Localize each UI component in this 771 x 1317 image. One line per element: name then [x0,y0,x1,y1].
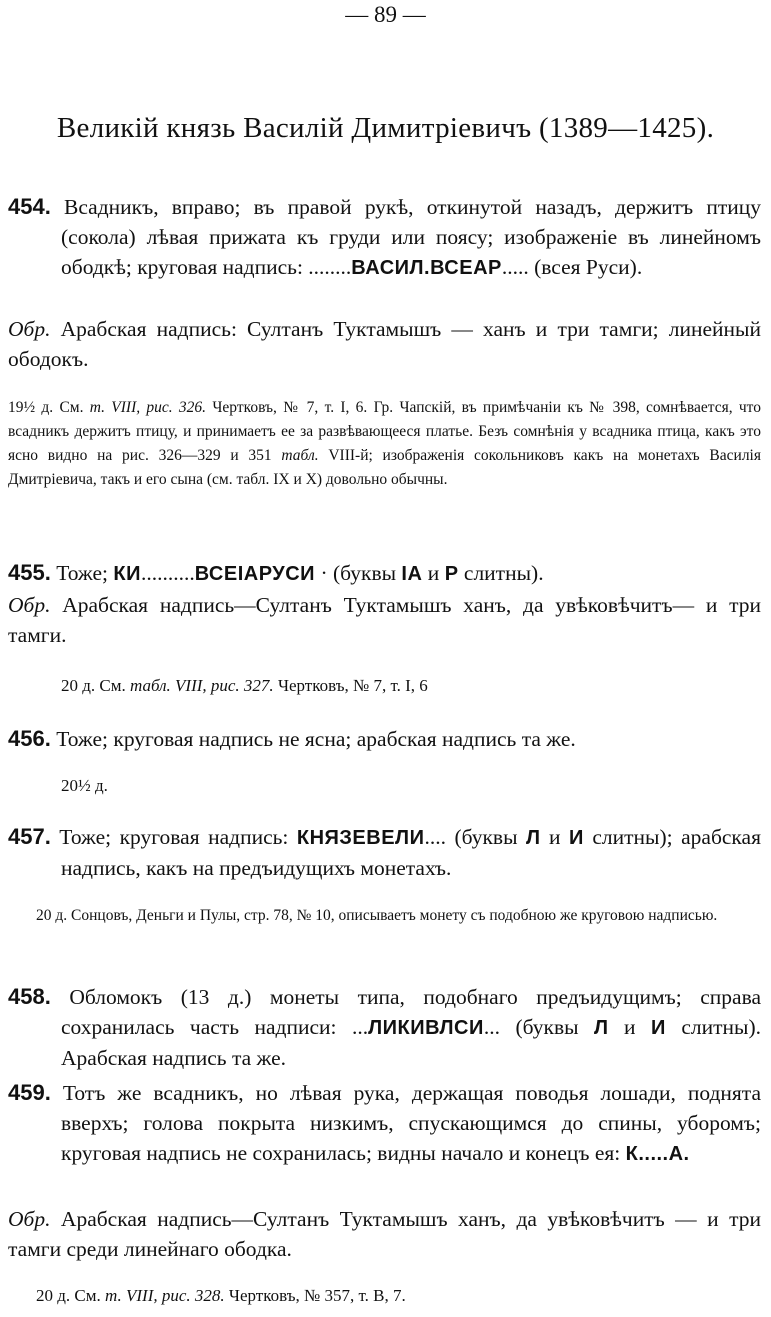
ligature: Р [444,563,459,585]
coin-legend: ВСЕІАРУСИ [194,563,316,585]
obverse-label: Обр. [8,1207,51,1231]
note-457: 20 д. Сонцовъ, Деньги и Пулы, стр. 78, № 10, описываетъ монету съ подобною же круговою надписью. [36,907,718,924]
note-455: 20 д. См. табл. VIII, рис. 327. Чертковъ, № 7, т. I, 6 [61,676,428,695]
obverse-459: Обр. Арабская надпись—Султанъ Туктамышъ ханъ, да увѣковѣчитъ — и три тамги среди линейнаго ободка. [8,1207,761,1261]
obverse-455: Обр. Арабская надпись—Султанъ Туктамышъ ханъ, да увѣковѣчитъ— и три тамги. [8,593,761,647]
entry-number: 454. [8,194,51,219]
ligature: И [569,827,584,849]
entry-number: 456. [8,726,51,751]
coin-legend: К.....А. [625,1143,690,1165]
coin-legend: ВАСИЛ.ВСЕАР [351,257,502,279]
obverse-label: Обр. [8,317,51,341]
entry-455: 455. Тоже; КИ..........ВСЕІАРУСИ · (буквы ІА и Р слитны). [8,560,544,585]
obverse-label: Обр. [8,593,51,617]
note-454: 19½ д. См. т. VIII, рис. 326. Чертковъ, № 7, т. I, 6. Гр. Чапскій, въ примѣчаніи къ № 398, сомнѣвается, что всадникъ держитъ птицу, и принимаетъ ее за развѣвающееся платье. Безъ сомнѣнія у всадника птица, какъ это ясно видно на рис. 326—329 и 351 табл. VIII-й; изображенія сокольниковъ какъ на монетахъ Василія Дмитріевича, такъ и его сына (см. табл. IX и X) довольно обычны. [8,399,761,488]
obverse-454: Обр. Арабская надпись: Султанъ Туктамышъ — ханъ и три тамги; линейный ободокъ. [8,317,761,371]
coin-legend: ЛИКИВЛСИ [368,1017,484,1039]
page-title: Великій князь Василій Димитріевичъ (1389—1425). [56,112,715,144]
page-number: — 89 — [345,2,426,27]
coin-legend: КИ [113,563,141,585]
ligature: ІА [401,563,423,585]
ligature: Л [526,827,541,849]
entry-number: 459. [8,1080,51,1105]
note-456: 20½ д. [61,776,108,795]
entry-454: 454. Всадникъ, вправо; въ правой рукѣ, откинутой назадъ, держитъ птицу (сокола) лѣвая прижата къ груди или поясу; изображеніе въ линейномъ ободкѣ; круговая надпись: ........ВАСИЛ.ВСЕАР..... (всея Руси). [8,194,761,279]
entry-458: 458. Обломокъ (13 д.) монеты типа, подобнаго предъидущимъ; справа сохранилась часть надписи: ...ЛИКИВЛСИ... (буквы Л и И слитны). Арабская надпись та же. [8,984,761,1070]
ligature: И [650,1017,666,1039]
entry-456: 456. Тоже; круговая надпись не ясна; арабская надпись та же. [8,726,576,751]
entry-number: 457. [8,824,51,849]
note-459: 20 д. См. т. VIII, рис. 328. Чертковъ, № 357, т. В, 7. [36,1286,406,1305]
entry-number: 458. [8,984,51,1009]
ligature: Л [594,1017,609,1039]
entry-459: 459. Тотъ же всадникъ, но лѣвая рука, держащая поводья лошади, поднята вверхъ; голова покрыта низкимъ, спускающимся до спины, уборомъ; круговая надпись не сохранилась; видны начало и конецъ ея: К.....А. [8,1080,761,1165]
coin-legend: КНЯЗЕВЕЛИ [296,827,425,849]
entry-457: 457. Тоже; круговая надпись: КНЯЗЕВЕЛИ.... (буквы Л и И слитны); арабская надпись, какъ на предъидущихъ монетахъ. [8,824,761,880]
entry-number: 455. [8,560,51,585]
